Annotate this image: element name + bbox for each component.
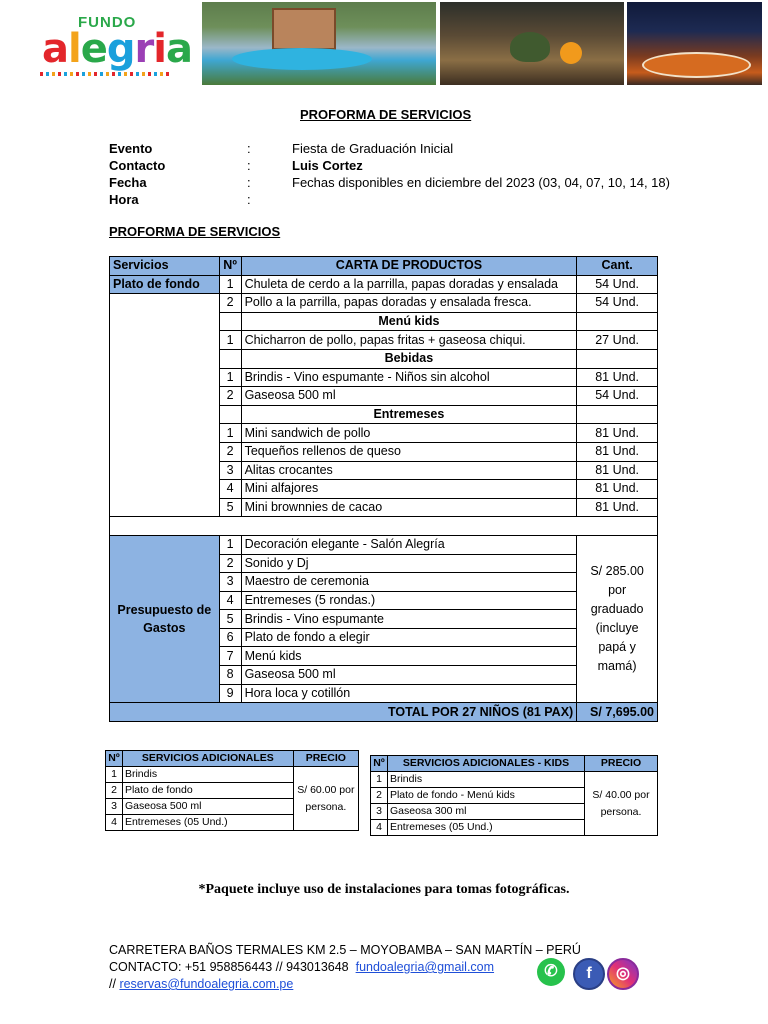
item-number: 3 bbox=[219, 461, 241, 480]
item-name: Chuleta de cerdo a la parrilla, papas doradas y ensalada bbox=[241, 275, 577, 294]
footer-email-line bbox=[109, 976, 581, 993]
additional-services-table bbox=[105, 750, 359, 831]
header-num: Nº bbox=[106, 751, 123, 767]
info-row-hora bbox=[109, 191, 670, 208]
logo-alegria-text: alegria bbox=[42, 26, 192, 72]
document-title: PROFORMA DE SERVICIOS bbox=[300, 107, 472, 122]
plato-de-fondo-label: Plato de fondo bbox=[110, 275, 220, 294]
table-row bbox=[110, 461, 658, 480]
budget-item-name: Entremeses (5 rondas.) bbox=[241, 591, 577, 610]
item-name: Chicharron de pollo, papas fritas + gaseosa chiqui. bbox=[241, 331, 577, 350]
section-header: Bebidas bbox=[241, 349, 577, 368]
item-quantity: 27 Und. bbox=[577, 331, 658, 350]
table-row bbox=[110, 294, 658, 313]
additional-kids-table bbox=[370, 755, 658, 836]
item-number: 2 bbox=[219, 387, 241, 406]
budget-item-name: Hora loca y cotillón bbox=[241, 684, 577, 703]
table-row: 3 Gaseosa 500 ml bbox=[106, 799, 359, 815]
item-number: 1 bbox=[219, 275, 241, 294]
logo-fundo-text: FUNDO bbox=[78, 14, 137, 31]
item-number: 4 bbox=[219, 591, 241, 610]
table-header-row bbox=[110, 257, 658, 276]
section-row bbox=[110, 312, 658, 331]
table-header-row bbox=[106, 751, 359, 767]
header-price: PRECIO bbox=[293, 751, 358, 767]
budget-label: Presupuesto de Gastos bbox=[110, 535, 220, 702]
event-info bbox=[109, 140, 670, 208]
facebook-icon[interactable]: f bbox=[573, 958, 605, 990]
item-name: Brindis bbox=[122, 767, 293, 783]
item-name: Pollo a la parrilla, papas doradas y ensalada fresca. bbox=[241, 294, 577, 313]
instagram-icon[interactable]: ◎ bbox=[607, 958, 639, 990]
header-num: Nº bbox=[219, 257, 241, 276]
header-cant: Cant. bbox=[577, 257, 658, 276]
budget-item-name: Decoración elegante - Salón Alegría bbox=[241, 535, 577, 554]
footer-separator: // bbox=[109, 977, 116, 991]
budget-item-name: Gaseosa 500 ml bbox=[241, 666, 577, 685]
email-link-reservas[interactable]: reservas@fundoalegria.com.pe bbox=[119, 977, 294, 991]
item-name: Alitas crocantes bbox=[241, 461, 577, 480]
info-label: Hora bbox=[109, 192, 139, 207]
info-colon: : bbox=[247, 158, 251, 173]
item-quantity: 81 Und. bbox=[577, 442, 658, 461]
item-name: Entremeses (05 Und.) bbox=[122, 815, 293, 831]
item-name: Plato de fondo bbox=[122, 783, 293, 799]
table-row: 1 Brindis S/ 40.00 por persona. bbox=[371, 772, 658, 788]
info-row-fecha bbox=[109, 174, 670, 191]
info-row-contacto bbox=[109, 157, 670, 174]
budget-item-name: Menú kids bbox=[241, 647, 577, 666]
info-label: Fecha bbox=[109, 175, 147, 190]
table-row: 2 Plato de fondo bbox=[106, 783, 359, 799]
table-row bbox=[110, 480, 658, 499]
item-number: 1 bbox=[219, 424, 241, 443]
info-value: Luis Cortez bbox=[292, 158, 363, 173]
budget-item-name: Sonido y Dj bbox=[241, 554, 577, 573]
budget-item-name: Maestro de ceremonia bbox=[241, 573, 577, 592]
item-number: 1 bbox=[219, 368, 241, 387]
table-row bbox=[110, 368, 658, 387]
item-number: 1 bbox=[219, 535, 241, 554]
item-name: Mini alfajores bbox=[241, 480, 577, 499]
section-row bbox=[110, 405, 658, 424]
table-row: 2 Plato de fondo - Menú kids bbox=[371, 788, 658, 804]
header-servicios: Servicios bbox=[110, 257, 220, 276]
table-row: 4 Entremeses (05 Und.) bbox=[371, 820, 658, 836]
info-colon: : bbox=[247, 141, 251, 156]
item-quantity: 81 Und. bbox=[577, 424, 658, 443]
table-row bbox=[110, 498, 658, 517]
item-number: 9 bbox=[219, 684, 241, 703]
item-number: 4 bbox=[219, 480, 241, 499]
item-quantity: 54 Und. bbox=[577, 294, 658, 313]
package-note: *Paquete incluye uso de instalaciones para tomas fotográficas. bbox=[198, 882, 570, 897]
item-number: 2 bbox=[219, 294, 241, 313]
header-price: PRECIO bbox=[585, 756, 658, 772]
info-colon: : bbox=[247, 175, 251, 190]
table-header-row bbox=[371, 756, 658, 772]
section-row bbox=[110, 349, 658, 368]
additional-kids-price: S/ 40.00 por persona. bbox=[585, 772, 658, 836]
item-name: Brindis - Vino espumante - Niños sin alcohol bbox=[241, 368, 577, 387]
header-name: SERVICIOS ADICIONALES bbox=[122, 751, 293, 767]
additional-price: S/ 60.00 por persona. bbox=[293, 767, 358, 831]
spacer-row bbox=[110, 517, 658, 536]
section-header: Entremeses bbox=[241, 405, 577, 424]
item-name: Gaseosa 500 ml bbox=[122, 799, 293, 815]
item-name: Gaseosa 300 ml bbox=[387, 804, 584, 820]
table-row: 1 Brindis S/ 60.00 por persona. bbox=[106, 767, 359, 783]
total-row bbox=[110, 703, 658, 722]
header-num: Nº bbox=[371, 756, 388, 772]
fundo-alegria-logo bbox=[30, 8, 192, 78]
item-name: Gaseosa 500 ml bbox=[241, 387, 577, 406]
item-number: 6 bbox=[219, 628, 241, 647]
header-name: SERVICIOS ADICIONALES - KIDS bbox=[387, 756, 584, 772]
item-name: Brindis bbox=[387, 772, 584, 788]
table-row: 4 Entremeses (05 Und.) bbox=[106, 815, 359, 831]
budget-item-name: Plato de fondo a elegir bbox=[241, 628, 577, 647]
dish-photo bbox=[627, 2, 762, 85]
header-carta: CARTA DE PRODUCTOS bbox=[241, 257, 577, 276]
table-row bbox=[110, 424, 658, 443]
item-name: Mini sandwich de pollo bbox=[241, 424, 577, 443]
item-name: Entremeses (05 Und.) bbox=[387, 820, 584, 836]
item-number: 7 bbox=[219, 647, 241, 666]
item-number: 5 bbox=[219, 498, 241, 517]
section-header: Menú kids bbox=[241, 312, 577, 331]
whatsapp-icon[interactable]: ✆ bbox=[537, 958, 565, 986]
table-row bbox=[110, 331, 658, 350]
info-row-evento bbox=[109, 140, 670, 157]
item-number: 8 bbox=[219, 666, 241, 685]
footer-contact-line bbox=[109, 959, 581, 976]
item-quantity: 54 Und. bbox=[577, 275, 658, 294]
section-title: PROFORMA DE SERVICIOS bbox=[109, 224, 281, 239]
info-colon: : bbox=[247, 192, 251, 207]
table-row bbox=[110, 275, 658, 294]
logo-confetti bbox=[40, 72, 170, 76]
item-quantity: 81 Und. bbox=[577, 498, 658, 517]
footer-address: CARRETERA BAÑOS TERMALES KM 2.5 – MOYOBAMBA – SAN MARTÍN – PERÚ bbox=[109, 943, 581, 957]
item-quantity: 81 Und. bbox=[577, 368, 658, 387]
pool-photo bbox=[202, 2, 436, 85]
total-label: TOTAL POR 27 NIÑOS (81 PAX) bbox=[110, 703, 577, 722]
table-row bbox=[110, 387, 658, 406]
item-number: 3 bbox=[219, 573, 241, 592]
item-number: 2 bbox=[219, 442, 241, 461]
item-quantity: 54 Und. bbox=[577, 387, 658, 406]
item-number: 1 bbox=[219, 331, 241, 350]
footer-contact bbox=[109, 942, 581, 993]
budget-item-name: Brindis - Vino espumante bbox=[241, 610, 577, 629]
item-quantity: 81 Und. bbox=[577, 480, 658, 499]
item-number: 2 bbox=[219, 554, 241, 573]
total-value: S/ 7,695.00 bbox=[577, 703, 658, 722]
phone-numbers: CONTACTO: +51 958856443 // 943013648 bbox=[109, 960, 349, 974]
services-table bbox=[109, 256, 658, 722]
item-name: Mini brownnies de cacao bbox=[241, 498, 577, 517]
info-value: Fechas disponibles en diciembre del 2023 (03, 04, 07, 10, 14, 18) bbox=[292, 175, 670, 190]
budget-price: S/ 285.00 por graduado (incluye papá y mamá) bbox=[577, 535, 658, 702]
table-row: 3 Gaseosa 300 ml bbox=[371, 804, 658, 820]
food-photo bbox=[440, 2, 624, 85]
email-link-fundoalegria[interactable]: fundoalegria@gmail.com bbox=[355, 960, 495, 974]
info-label: Contacto bbox=[109, 158, 166, 173]
table-row bbox=[110, 442, 658, 461]
info-value: Fiesta de Graduación Inicial bbox=[292, 141, 454, 156]
item-quantity: 81 Und. bbox=[577, 461, 658, 480]
info-label: Evento bbox=[109, 141, 153, 156]
budget-row bbox=[110, 535, 658, 554]
item-name: Plato de fondo - Menú kids bbox=[387, 788, 584, 804]
item-name: Tequeños rellenos de queso bbox=[241, 442, 577, 461]
item-number: 5 bbox=[219, 610, 241, 629]
